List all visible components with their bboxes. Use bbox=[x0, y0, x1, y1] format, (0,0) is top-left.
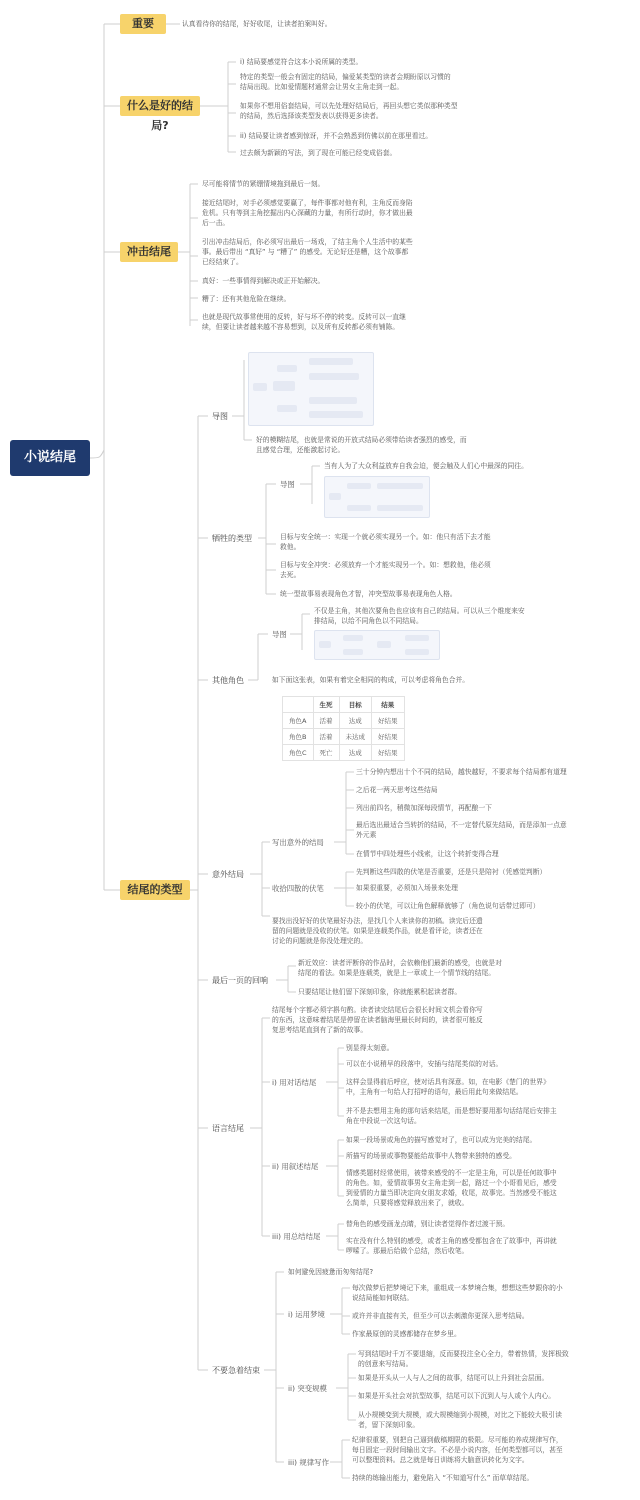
thumb-box bbox=[343, 635, 363, 641]
dialog-item: 角在中段说一次这句话。 bbox=[346, 1117, 421, 1125]
thumb-box bbox=[309, 358, 353, 365]
table-header-cell bbox=[283, 697, 314, 713]
table-cell: 好结果 bbox=[372, 729, 405, 745]
write-surprise-item: 三十分钟内想出十个不同的结局，越快越好，不要求每个结局都有道理 bbox=[356, 768, 567, 776]
narration-item: 如果一段场景或角色的描写感觉对了，也可以成为完美的结尾。 bbox=[346, 1136, 537, 1144]
write-surprise-item: 在情节中四处埋些小线索，让这个转折变得合理 bbox=[356, 850, 499, 858]
table-cell: 好结果 bbox=[372, 745, 405, 761]
impact-line: 后一击。 bbox=[202, 219, 230, 227]
thumb-box bbox=[309, 411, 363, 418]
plant-threads-node[interactable]: 收拾四散的伏笔 bbox=[272, 884, 324, 893]
scale-item: 从小规模变到大规模，或大规模缩到小规模，对比之下能较大吸引读 bbox=[358, 1411, 562, 1419]
dialog-item: 别显得太刻意。 bbox=[346, 1044, 394, 1052]
table-row bbox=[283, 713, 405, 729]
table-row bbox=[283, 729, 405, 745]
guide-node[interactable]: 导图 bbox=[212, 412, 228, 421]
write-surprise-item: 列出前四名，稍微加深每段情节，再配酿一下 bbox=[356, 804, 492, 812]
category-impact-ending[interactable]: 冲击结尾 bbox=[120, 242, 178, 262]
thumb-box bbox=[309, 373, 359, 380]
category-important[interactable]: 重要 bbox=[120, 14, 166, 34]
sacrifice-guide-note: 当有人为了大众利益放弃自我会迫，便会触及人们心中最深的同往。 bbox=[324, 462, 528, 470]
other-line: 排结局，以给不同角色以不同结局。 bbox=[314, 617, 423, 625]
table-cell: 达成 bbox=[339, 713, 372, 729]
echo-line: 只要结尾让他们留下深刻印象，你就能累积起读者群。 bbox=[298, 988, 462, 996]
other-characters-node[interactable]: 其他角色 bbox=[212, 676, 244, 685]
dialog-item: 中，主角有一句给人打招呼的语句，最后用此句来做结尾。 bbox=[346, 1088, 523, 1096]
dont-rush-question: 如何避免因疲惫而匆匆结尾? bbox=[288, 1268, 374, 1276]
table-row bbox=[283, 745, 405, 761]
dialog-item: 并不是去想用主角的那句话来结尾，而是想好要用那句话结尾后安排主 bbox=[346, 1107, 557, 1115]
write-surprise-item: 最后选出最适合当转折的结局，不一定替代原先结局，而是添加一点意 bbox=[356, 821, 567, 829]
thumb-box bbox=[405, 649, 429, 655]
dream-item: 作家最原创的灵感都储存在梦乡里。 bbox=[352, 1330, 461, 1338]
habit-node[interactable]: iii) 规律写作 bbox=[288, 1458, 329, 1467]
narration-item: 到爱情的力量当即决定向女朋友求婚，收尾，故事完。当然感受不能这 bbox=[346, 1189, 557, 1197]
impact-line: 续，但要让读者越来越不容易想到，以及所有反转都必须有铺陈。 bbox=[202, 323, 400, 331]
dream-node[interactable]: i) 运用梦境 bbox=[288, 1310, 325, 1319]
thumb-box bbox=[347, 483, 371, 489]
scale-item: 者，留下深刻印象。 bbox=[358, 1421, 420, 1429]
narration-item: 的角色。如，爱情故事男女主角走到一起，路过一个小哥看见后，感受 bbox=[346, 1179, 557, 1187]
sacrifice-guide-node[interactable]: 导图 bbox=[280, 480, 295, 489]
impact-line: 真好：一些事情得到解决或正开始解决。 bbox=[202, 277, 325, 285]
write-surprise-node[interactable]: 写出意外的结局 bbox=[272, 838, 324, 847]
dream-item: 说结局能如何联结。 bbox=[352, 1294, 414, 1302]
surprise-footer: 留的问题就是没收的伏笔。如果是连载类作品，就是看评论，读者还在 bbox=[272, 927, 483, 935]
sacrifice-line: 去死。 bbox=[280, 571, 301, 579]
impact-line: 事。最后带出 “真好” 与 “糟了” 的感受。无论好还是糟，这个故事都 bbox=[202, 248, 409, 256]
language-intro: 复思考结尾直到有了新的故事。 bbox=[272, 1026, 368, 1034]
scale-item: 如果是开头从一人与人之间的故事，结尾可以上升到社会层面。 bbox=[358, 1374, 549, 1382]
impact-line: 糟了：还有其他危险在继续。 bbox=[202, 295, 291, 303]
good-line: 过去颇为新颖的写法，到了现在可能已经变成俗套。 bbox=[240, 149, 397, 157]
impact-line: 尽可能将情节的紧绷情境拖到最后一刻。 bbox=[202, 180, 325, 188]
sacrifice-type-node[interactable]: 牺牲的类型 bbox=[212, 534, 252, 543]
dialog-item: 可以在小说稍早的段落中，安插与结尾类似的对话。 bbox=[346, 1060, 503, 1068]
narration-item: 所描写的场景或事物要能给故事中人物带来独特的感受。 bbox=[346, 1152, 516, 1160]
habit-item: 纪律很重要，别把自己逼到截稿期限的极限。尽可能的养成规律写作， bbox=[352, 1436, 563, 1444]
summary-item: 替角色的感受画龙点睛，别让读者觉得作者过渡干预。 bbox=[346, 1220, 510, 1228]
important-note: 认真看待你的结尾，好好收尾，让读者拍案叫好。 bbox=[182, 20, 332, 28]
table-header-cell: 结果 bbox=[372, 697, 405, 713]
plant-item: 较小的伏笔，可以让角色解释就够了（角色说句话带过即可） bbox=[356, 902, 540, 910]
impact-line: 危机。只有等到主角挖掘出内心深藏的力量，有所行动时，你才做出最 bbox=[202, 209, 413, 217]
thumb-box bbox=[253, 383, 267, 391]
scale-item: 的创意来写结局。 bbox=[358, 1360, 413, 1368]
table-cell: 角色C bbox=[283, 745, 314, 761]
category-good-ending[interactable]: 什么是好的结局? bbox=[120, 96, 200, 116]
thumb-box bbox=[343, 649, 363, 655]
table-cell: 角色B bbox=[283, 729, 314, 745]
language-intro: 的东西，这意味着结尾是停留在读者脑海里最长时间的，读者很可能反 bbox=[272, 1016, 483, 1024]
habit-item: 持续的练输出能力，避免陷入 “不知道写什么” 而草草结尾。 bbox=[352, 1474, 534, 1482]
thumb-box bbox=[377, 483, 423, 489]
table-cell: 活着 bbox=[313, 713, 339, 729]
thumb-box bbox=[377, 641, 391, 648]
good-line: 的结局，然后选择该类型发表以获得更多读者。 bbox=[240, 112, 383, 120]
table-header-row bbox=[283, 697, 405, 713]
impact-line: 引出冲击结局后，你必须写出最后一场戏，了结主角个人生活中的某些 bbox=[202, 238, 413, 246]
thumb-box bbox=[277, 365, 297, 372]
category-ending-types[interactable]: 结尾的类型 bbox=[120, 880, 190, 900]
write-surprise-item: 之后花一两天思考这些结局 bbox=[356, 786, 438, 794]
habit-item: 每日固定一段时间输出文字。不必是小说内容，任何类型都可以，甚至 bbox=[352, 1446, 563, 1454]
scale-item: 如果是开头社会对抗型故事，结尾可以下沉到人与人或个人内心。 bbox=[358, 1392, 556, 1400]
good-line: i) 结局要感觉符合这本小说所属的类型。 bbox=[240, 58, 363, 66]
dialog-item: 这样会显得前后呼应，使对话具有深意。如，在电影《楚门的世界》 bbox=[346, 1078, 550, 1086]
plant-item: 如果很重要，必须加入场景来处理 bbox=[356, 884, 458, 892]
guide-caption: 好的模糊结尾，也就是常说的开放式结局必须带给读者强烈的感受，而 bbox=[256, 436, 467, 444]
table-cell: 死亡 bbox=[313, 745, 339, 761]
narration-ending-node[interactable]: ii) 用叙述结尾 bbox=[272, 1162, 319, 1171]
write-surprise-item: 外元素 bbox=[356, 831, 377, 839]
sacrifice-line: 救他。 bbox=[280, 543, 301, 551]
table-cell: 角色A bbox=[283, 713, 314, 729]
summary-item: 实在没有什么特别的感受，或者主角的感受都包含在了故事中，再讲就 bbox=[346, 1237, 557, 1245]
good-line: ii) 结局要让读者感到惊讶，并不会熟悉到仿佛以前在那里看过。 bbox=[240, 132, 433, 140]
narration-item: 情感类题材经常使用，被带来感受的不一定是主角，可以是任何故事中 bbox=[346, 1169, 557, 1177]
surprise-footer: 要找出没好好的伏笔最好办法，是找几个人来读你的初稿。读完后还遗 bbox=[272, 917, 483, 925]
other-line: 不仅是主角，其他次要角色也应该有自己的结局。可以从三个维度来安 bbox=[314, 607, 525, 615]
sacrifice-map-thumbnail bbox=[324, 476, 430, 518]
thumb-box bbox=[405, 635, 429, 641]
other-guide-node[interactable]: 导图 bbox=[272, 630, 287, 639]
root-node[interactable]: 小说结尾 bbox=[10, 440, 90, 476]
sacrifice-line: 统一型故事易表现角色才智，冲突型故事易表现角色人格。 bbox=[280, 590, 457, 598]
plant-item: 先判断这些四散的伏笔是否重要，还是只是陪衬（凭感觉判断） bbox=[356, 868, 547, 876]
surprise-footer: 讨论的问题就是你没处理完的。 bbox=[272, 937, 368, 945]
table-cell: 好结果 bbox=[372, 713, 405, 729]
echo-line: 结尾的看法。如果是连载类，就是上一章或上一个情节线的结尾。 bbox=[298, 969, 496, 977]
summary-item: 啰嗦了。那最后给做个总结，然后收笔。 bbox=[346, 1247, 469, 1255]
thumb-box bbox=[319, 641, 331, 648]
thumb-box bbox=[347, 505, 371, 511]
scale-item: 写到结尾时千万不要退缩，反而要投注全心全力，带着热情，发挥极致 bbox=[358, 1350, 569, 1358]
thumb-box bbox=[273, 381, 295, 391]
good-line: 结局出现。比如爱情题材通常会让男女主角走到一起。 bbox=[240, 83, 404, 91]
summary-ending-node[interactable]: iii) 用总结结尾 bbox=[272, 1232, 321, 1241]
dialog-ending-node[interactable]: i) 用对话结尾 bbox=[272, 1078, 317, 1087]
dream-item: 或许并非直接有关，但至少可以去刺激你更深入思考结局。 bbox=[352, 1312, 529, 1320]
dont-rush-node[interactable]: 不要急着结束 bbox=[212, 1366, 260, 1375]
habit-item: 可以整理资料。总之就是每日训练将大脑意识转化为文字。 bbox=[352, 1456, 529, 1464]
impact-line: 已经结束了。 bbox=[202, 258, 243, 266]
table-cell: 活着 bbox=[313, 729, 339, 745]
character-table bbox=[282, 696, 405, 761]
table-header-cell: 目标 bbox=[339, 697, 372, 713]
thumb-box bbox=[329, 493, 341, 500]
surprise-ending-node[interactable]: 意外结局 bbox=[212, 870, 244, 879]
good-line: 特定的类型一般会有固定的结局，偏爱某类型的读者会期盼原以习惯的 bbox=[240, 73, 451, 81]
language-intro: 结尾每个字都必须字斟句酌。读者读完结尾后会很长时间文机会看你写 bbox=[272, 1006, 483, 1014]
sacrifice-line: 目标与安全统一：实现一个就必须实现另一个。如：他只有活下去才能 bbox=[280, 533, 491, 541]
table-cell: 达成 bbox=[339, 745, 372, 761]
sacrifice-line: 目标与安全冲突：必须放弃一个才能实现另一个。如：想救他，他必须 bbox=[280, 561, 491, 569]
other-map-thumbnail bbox=[314, 630, 440, 660]
thumb-box bbox=[377, 505, 423, 511]
echo-line: 新近效应：读者评断你的作品时，会依赖他们最新的感受，也就是对 bbox=[298, 959, 502, 967]
guide-caption: 且感觉合理，还能激起讨论。 bbox=[256, 446, 345, 454]
thumb-box bbox=[309, 397, 357, 404]
guide-map-thumbnail bbox=[248, 352, 374, 426]
narration-item: 么简单，只要将感觉释放出来了，就收。 bbox=[346, 1199, 469, 1207]
scale-node[interactable]: ii) 突变规模 bbox=[288, 1384, 327, 1393]
language-ending-node[interactable]: 语言结尾 bbox=[212, 1124, 244, 1133]
dream-item: 每次做梦后把梦境记下来，重组成一本梦境合集，想想这些梦跟你的小 bbox=[352, 1284, 563, 1292]
impact-line: 接近结尾时，对手必须感觉要赢了，每件事都对他有利，主角反而身陷 bbox=[202, 199, 413, 207]
good-line: 如果你不想用俗套结局，可以先处理好结局后，再回头想它类似那种类型 bbox=[240, 102, 458, 110]
table-note: 如下面这张表，如果有着完全相同的构成，可以考虑将角色合并。 bbox=[272, 676, 470, 684]
thumb-box bbox=[277, 405, 297, 412]
impact-line: 也就是现代故事常使用的反转，好与坏不停的转变。反转可以一直继 bbox=[202, 313, 406, 321]
table-cell: 未达成 bbox=[339, 729, 372, 745]
last-page-echo-node[interactable]: 最后一页的回响 bbox=[212, 976, 268, 985]
table-header-cell: 生死 bbox=[313, 697, 339, 713]
